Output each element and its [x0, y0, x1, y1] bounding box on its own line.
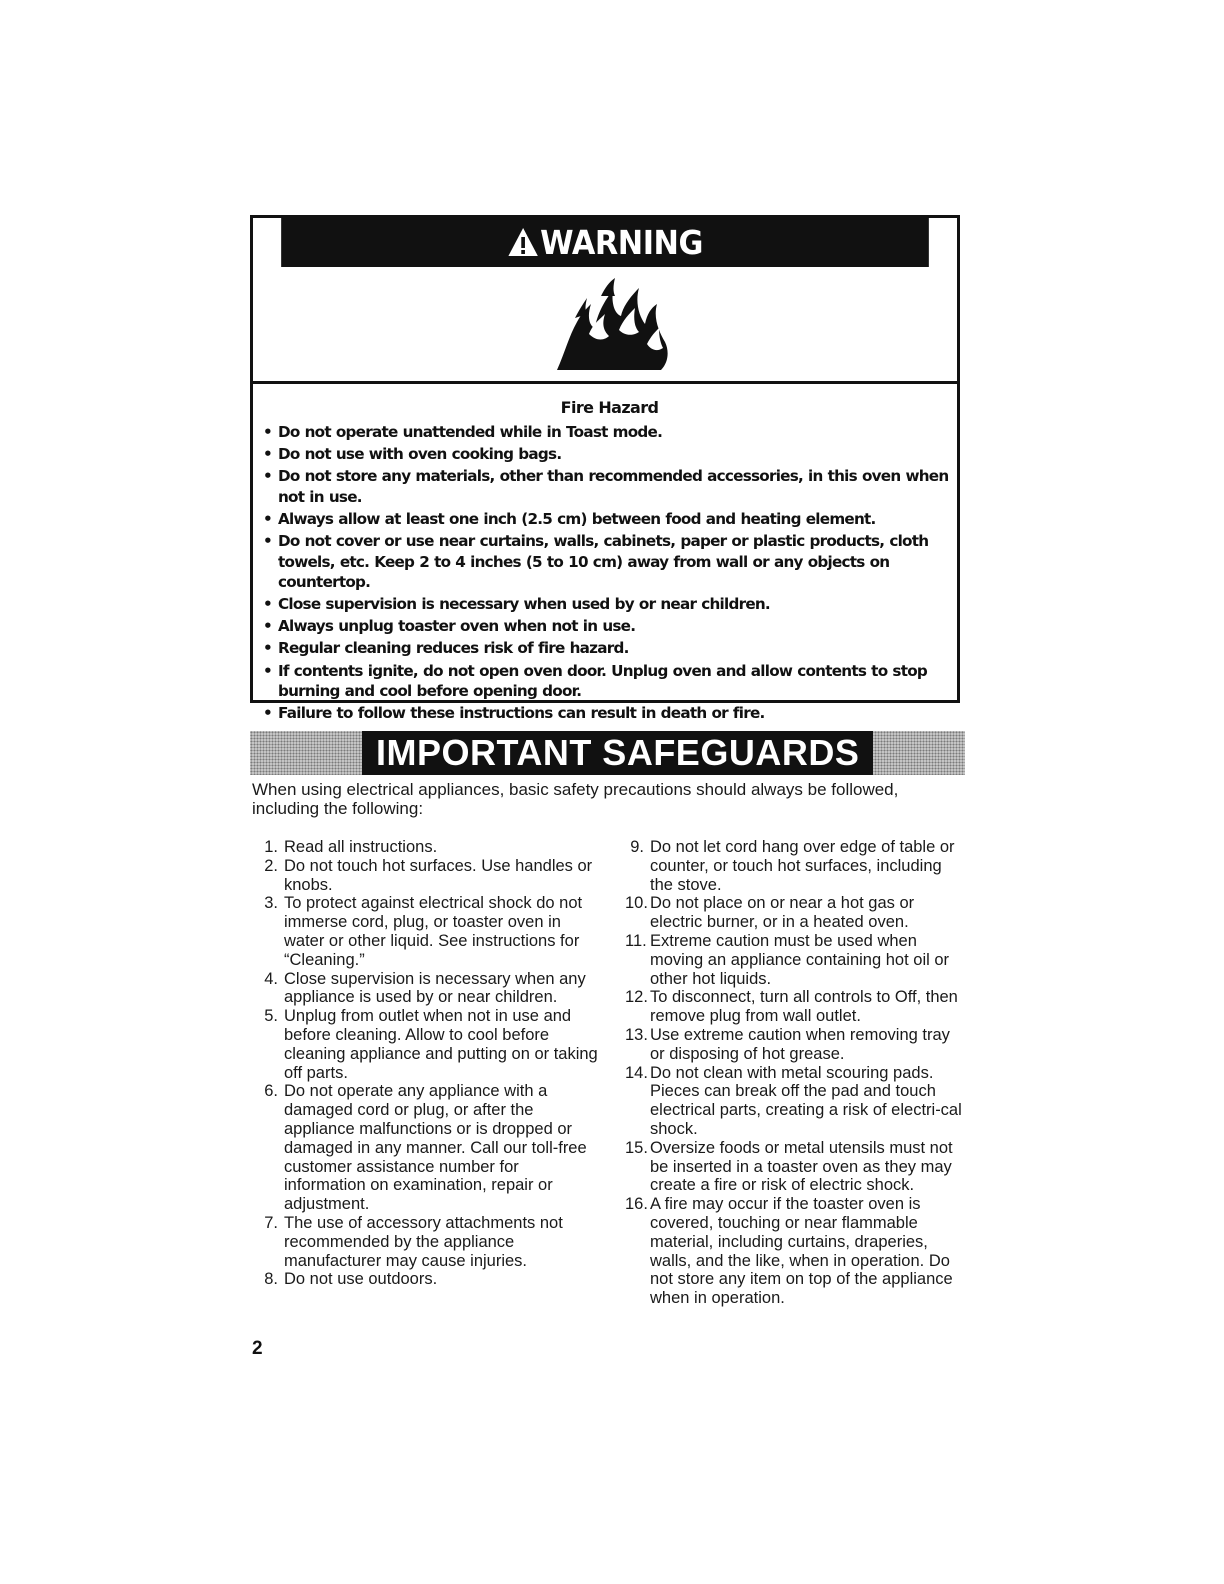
hazard-item-text: Do not operate unattended while in Toast mode.: [278, 423, 663, 441]
item-number: 4.: [264, 969, 278, 988]
safeguard-item: [258, 894, 598, 969]
hazard-item: [262, 703, 957, 724]
item-number: 1.: [264, 838, 278, 856]
item-text: Do not touch hot surfaces. Use handles or knobs.: [284, 856, 593, 894]
hazard-item: [262, 594, 957, 615]
hazard-body: [253, 384, 957, 724]
bullet-icon: •: [263, 639, 272, 658]
hazard-item-text: Regular cleaning reduces risk of fire hazard.: [278, 639, 629, 658]
bullet-icon: •: [263, 423, 272, 441]
bullet-icon: •: [263, 595, 272, 614]
bullet-icon: •: [263, 445, 272, 464]
hazard-item: [262, 616, 957, 637]
fire-icon: [535, 274, 675, 374]
hazard-item-text: Always allow at least one inch (2.5 cm) between food and heating element.: [278, 509, 876, 528]
item-number: 16.: [625, 1195, 648, 1214]
item-number: 9.: [630, 838, 644, 856]
safeguard-item: [625, 838, 965, 894]
safeguard-item: [258, 970, 598, 1008]
hazard-item-text: Failure to follow these instructions can result in death or fire.: [278, 704, 765, 723]
item-text: Do not clean with metal scouring pads. Pieces can break off the pad and touch electrical parts, creating a risk of electri-cal shock.: [650, 1063, 962, 1138]
bullet-icon: •: [263, 467, 272, 486]
safeguard-item: [258, 1082, 598, 1214]
item-number: 3.: [264, 894, 278, 913]
hazard-item: [262, 661, 957, 702]
safeguard-item: [625, 988, 965, 1026]
hazard-item: [262, 531, 957, 593]
warning-title: WARNING: [540, 223, 703, 262]
safeguard-item: [258, 838, 598, 857]
item-number: 14.: [625, 1063, 648, 1082]
item-number: 15.: [625, 1138, 648, 1157]
safeguard-item: [625, 894, 965, 932]
safeguards-intro: When using electrical appliances, basic safety precautions should always be followed, including the following:: [252, 780, 899, 818]
bullet-icon: •: [263, 509, 272, 528]
safeguard-item: [625, 932, 965, 988]
item-number: 8.: [264, 1270, 278, 1289]
bullet-icon: •: [263, 617, 272, 636]
item-text: Use extreme caution when removing tray or disposing of hot grease.: [650, 1025, 950, 1063]
item-text: Close supervision is necessary when any appliance is used by or near children.: [284, 969, 586, 1007]
hazard-list: [262, 422, 957, 724]
safeguard-item: [258, 1270, 598, 1289]
hazard-item: [262, 509, 957, 530]
fire-panel: [253, 267, 957, 384]
item-text: The use of accessory attachments not recommended by the appliance manufacturer may cause injuries.: [284, 1213, 563, 1270]
item-text: A fire may occur if the toaster oven is covered, touching or near flammable material, including curtains, draperies, walls, and the like, when in operation. Do not store any item on top of the appliance when in operation.: [650, 1195, 953, 1308]
item-number: 13.: [625, 1025, 648, 1044]
item-text: To protect against electrical shock do not immerse cord, plug, or toaster oven in water or other liquid. See instructions for “Cleaning.”: [284, 894, 583, 969]
hazard-title: Fire Hazard: [560, 398, 659, 417]
item-text: Oversize foods or metal utensils must not be inserted in a toaster oven as they may create a fire or risk of electric shock.: [650, 1138, 953, 1195]
warning-triangle-icon: [507, 227, 538, 257]
hazard-item-text: Always unplug toaster oven when not in use.: [278, 617, 636, 636]
safeguards-title: IMPORTANT SAFEGUARDS: [362, 731, 873, 775]
bullet-icon: •: [263, 661, 272, 680]
safeguard-item: [258, 1007, 598, 1082]
item-text: Do not operate any appliance with a damaged cord or plug, or after the appliance malfunctions or is dropped or damaged in any manner. Call our toll-free customer assistance number for information on examination, repair or adjustment.: [284, 1082, 587, 1214]
item-text: To disconnect, turn all controls to Off, then remove plug from wall outlet.: [650, 988, 958, 1026]
item-number: 10.: [625, 894, 648, 913]
safeguard-item: [258, 1214, 598, 1270]
hazard-item: [262, 638, 957, 659]
item-number: 2.: [264, 856, 278, 875]
item-number: 5.: [264, 1007, 278, 1026]
item-text: Read all instructions.: [284, 838, 438, 856]
page-number: 2: [252, 1338, 263, 1359]
warning-header: [281, 218, 929, 267]
item-text: Do not place on or near a hot gas or electric burner, or in a heated oven.: [650, 894, 915, 932]
item-text: Extreme caution must be used when moving an appliance containing hot oil or other hot liquids.: [650, 931, 950, 988]
hazard-item-text: If contents ignite, do not open oven door. Unplug oven and allow contents to stop burning and cool before opening door.: [278, 661, 928, 701]
bullet-icon: •: [263, 531, 272, 550]
item-number: 7.: [264, 1213, 278, 1232]
safeguards-right-column: [625, 838, 965, 1308]
item-text: Do not use outdoors.: [284, 1270, 438, 1289]
hazard-item: [262, 444, 957, 465]
hazard-item: [262, 422, 957, 443]
hazard-item-text: Close supervision is necessary when used by or near children.: [278, 595, 770, 614]
item-number: 6.: [264, 1082, 278, 1101]
item-text: Do not let cord hang over edge of table or counter, or touch hot surfaces, including the stove.: [650, 838, 955, 894]
item-number: 11.: [625, 931, 647, 950]
warning-box: [250, 215, 960, 723]
hazard-item-text: Do not cover or use near curtains, walls, cabinets, paper or plastic products, cloth towels, etc. Keep 2 to 4 inches (5 to 10 cm) away from wall or any objects on countertop.: [278, 531, 929, 592]
safeguard-item: [625, 1195, 965, 1308]
safeguards-banner: [250, 731, 965, 775]
safeguards-left-column: [258, 838, 598, 1289]
safeguard-item: [625, 1064, 965, 1139]
hazard-item: [262, 466, 957, 507]
hazard-item-text: Do not store any materials, other than recommended accessories, in this oven when not in use.: [278, 467, 949, 506]
bullet-icon: •: [263, 704, 272, 723]
item-text: Unplug from outlet when not in use and before cleaning. Allow to cool before cleaning appliance and putting on or taking off parts.: [284, 1007, 598, 1082]
item-number: 12.: [625, 988, 648, 1007]
safeguard-item: [625, 1139, 965, 1195]
hazard-item-text: Do not use with oven cooking bags.: [278, 445, 562, 464]
safeguard-item: [258, 857, 598, 895]
safeguard-item: [625, 1026, 965, 1064]
